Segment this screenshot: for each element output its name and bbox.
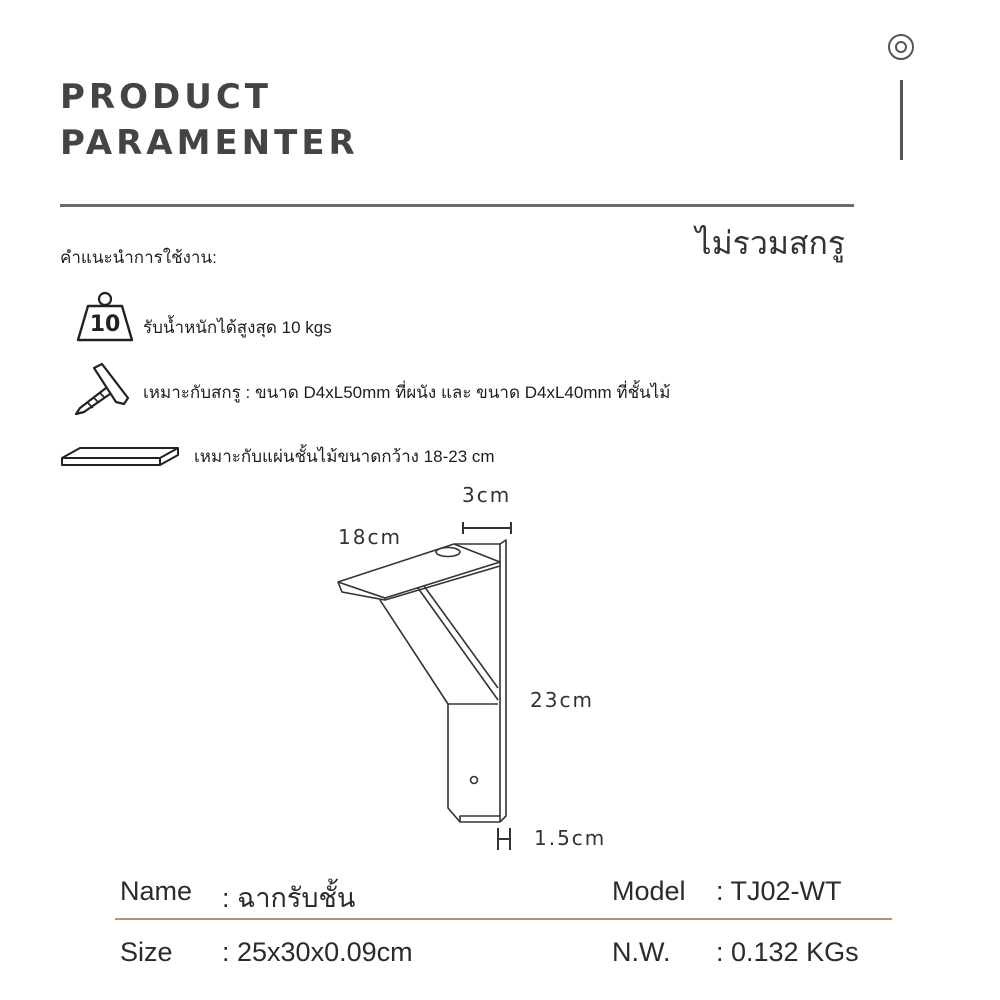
dimension-depth: 18cm — [338, 525, 402, 549]
no-screws-label: ไม่รวมสกรู — [695, 224, 845, 262]
page-title-line1: PRODUCT — [60, 77, 272, 117]
screw-size-text: เหมาะกับสกรู : ขนาด D4xL50mm ที่ผนัง และ ขนาด D4xL40mm ที่ชั้นไม้ — [143, 383, 671, 402]
spec-size-label: Size — [120, 937, 173, 967]
wood-board-icon — [58, 444, 182, 470]
spec-model-value: : TJ02-WT — [716, 876, 842, 906]
decor-vertical-bar — [900, 80, 903, 160]
usage-guide-heading: คำแนะนำการใช้งาน: — [60, 248, 217, 267]
spec-model-label: Model — [612, 876, 686, 906]
spec-name-label: Name — [120, 876, 193, 906]
spec-size-value: : 25x30x0.09cm — [222, 937, 413, 967]
target-icon-inner — [895, 41, 907, 53]
page-title-line2: PARAMENTER — [60, 123, 359, 163]
thickness-dimension-line — [494, 824, 514, 854]
shelf-bracket-drawing — [330, 510, 530, 850]
spec-name-value: : ฉากรับชั้น — [222, 883, 356, 913]
screw-icon — [72, 362, 136, 418]
header-divider — [60, 204, 854, 207]
spec-nw-value: : 0.132 KGs — [716, 937, 859, 967]
width-dimension-line — [460, 516, 516, 536]
weight-capacity-text: รับน้ำหนักได้สูงสุด 10 kgs — [143, 318, 332, 337]
dimension-width: 3cm — [462, 483, 512, 507]
specs-divider — [115, 918, 892, 920]
dimension-thickness: 1.5cm — [534, 826, 607, 850]
weight-badge-value: 10 — [89, 312, 121, 337]
spec-nw-label: N.W. — [612, 937, 671, 967]
dimension-height: 23cm — [530, 688, 594, 712]
board-width-text: เหมาะกับแผ่นชั้นไม้ขนาดกว้าง 18-23 cm — [194, 447, 495, 466]
